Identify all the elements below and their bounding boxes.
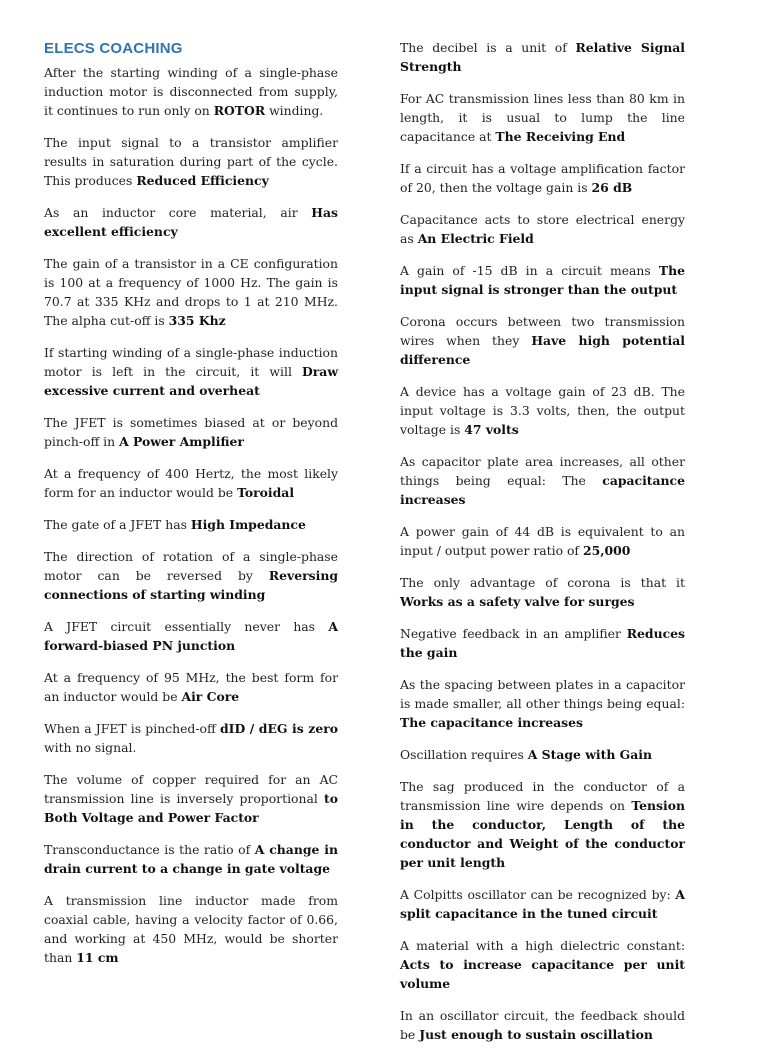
question-text: A material with a high dielectric constant:: [400, 938, 685, 953]
answer-text: 11 cm: [76, 950, 119, 965]
answer-text: capacitance increases: [400, 473, 685, 507]
question-text: A device has a voltage gain of 23 dB. The input voltage is 3.3 volts, then, the output voltage is: [400, 384, 685, 437]
question-item: [400, 522, 685, 560]
answer-text: A Power Amplifier: [119, 434, 244, 449]
answer-text: An Electric Field: [417, 231, 534, 246]
question-item: [44, 133, 338, 190]
question-text: When a JFET is pinched-off: [44, 721, 220, 736]
left-question-list: [44, 63, 338, 967]
question-item: [44, 891, 338, 967]
answer-text: A split capacitance in the tuned circuit: [400, 887, 685, 921]
question-item: [44, 719, 338, 757]
answer-text: Reduced Efficiency: [136, 173, 269, 188]
question-text: Oscillation requires: [400, 747, 528, 762]
question-item: [400, 452, 685, 509]
answer-text: 26 dB: [591, 180, 633, 195]
answer-text: A forward-biased PN junction: [44, 619, 338, 653]
question-text: The gate of a JFET has: [44, 517, 191, 532]
question-text: A JFET circuit essentially never has: [44, 619, 329, 634]
question-item: [44, 63, 338, 120]
question-text: Corona occurs between two transmission wires when they: [400, 314, 685, 348]
question-text: At a frequency of 95 MHz, the best form for an inductor would be: [44, 670, 338, 704]
question-item: [400, 210, 685, 248]
answer-text: 47 volts: [464, 422, 519, 437]
question-text: The JFET is sometimes biased at or beyond pinch-off in: [44, 415, 338, 449]
answer-text: Tension in the conductor, Length of the conductor and Weight of the conductor per unit length: [400, 798, 685, 870]
question-item: [44, 840, 338, 878]
question-item: [44, 254, 338, 330]
question-text: Transconductance is the ratio of: [44, 842, 255, 857]
question-text: The volume of copper required for an AC transmission line is inversely proportional: [44, 772, 338, 806]
question-text: If starting winding of a single-phase induction motor is left in the circuit, it will: [44, 345, 338, 379]
answer-text: 335 Khz: [168, 313, 226, 328]
answer-text: dID / dEG is zero: [219, 721, 338, 736]
question-text: The gain of a transistor in a CE configuration is 100 at a frequency of 1000 Hz. The gain is 70.7 at 335 KHz and drops to 1 at 210 MHz. The alpha cut-off is: [44, 256, 338, 328]
answer-text: Air Core: [181, 689, 240, 704]
question-text: A power gain of 44 dB is equivalent to an input / output power ratio of: [400, 524, 685, 558]
question-item: [44, 203, 338, 241]
question-item: [44, 343, 338, 400]
question-item: [400, 885, 685, 923]
right-column: [400, 38, 685, 1057]
page-title: ELECS COACHING: [44, 40, 183, 57]
question-text: The sag produced in the conductor of a transmission line wire depends on: [400, 779, 685, 813]
question-item: [400, 1006, 685, 1044]
answer-text: 25,000: [582, 543, 631, 558]
question-text: A gain of -15 dB in a circuit means: [400, 263, 659, 278]
question-tail-text: with no signal.: [44, 740, 137, 755]
question-text: Capacitance acts to store electrical energy as: [400, 212, 685, 246]
question-text: Negative feedback in an amplifier: [400, 626, 627, 641]
question-text: If a circuit has a voltage amplification factor of 20, then the voltage gain is: [400, 161, 685, 195]
question-text: As an inductor core material, air: [44, 205, 312, 220]
answer-text: Just enough to sustain oscillation: [419, 1027, 653, 1042]
question-item: [400, 159, 685, 197]
question-item: [400, 936, 685, 993]
question-item: [400, 675, 685, 732]
answer-text: The input signal is stronger than the output: [400, 263, 685, 297]
answer-text: The Receiving End: [495, 129, 626, 144]
answer-text: A Stage with Gain: [527, 747, 652, 762]
answer-text: ROTOR: [213, 103, 266, 118]
answer-text: Have high potential difference: [400, 333, 685, 367]
question-item: [400, 624, 685, 662]
question-text: The direction of rotation of a single-phase motor can be reversed by: [44, 549, 338, 583]
question-item: [44, 547, 338, 604]
answer-text: Reduces the gain: [400, 626, 685, 660]
answer-text: The capacitance increases: [400, 715, 583, 730]
answer-text: High Impedance: [190, 517, 306, 532]
question-item: [44, 464, 338, 502]
answer-text: Draw excessive current and overheat: [44, 364, 338, 398]
question-item: [400, 261, 685, 299]
answer-text: Reversing connections of starting winding: [44, 568, 338, 602]
answer-text: to Both Voltage and Power Factor: [44, 791, 338, 825]
question-item: [400, 382, 685, 439]
question-item: [400, 745, 685, 764]
question-text: The decibel is a unit of: [400, 40, 576, 55]
question-text: In an oscillator circuit, the feedback should be: [400, 1008, 685, 1042]
question-item: [400, 89, 685, 146]
question-text: The only advantage of corona is that it: [400, 575, 685, 590]
question-text: The input signal to a transistor amplifier results in saturation during part of the cycle. This produces: [44, 135, 338, 188]
right-question-list: [400, 38, 685, 1044]
question-text: As the spacing between plates in a capacitor is made smaller, all other things being equal:: [400, 677, 685, 711]
question-text: At a frequency of 400 Hertz, the most likely form for an inductor would be: [44, 466, 338, 500]
question-item: [400, 38, 685, 76]
left-column: [44, 36, 338, 980]
question-text: After the starting winding of a single-phase induction motor is disconnected from supply, it continues to run only on: [44, 65, 338, 118]
question-text: For AC transmission lines less than 80 km in length, it is usual to lump the line capacitance at: [400, 91, 685, 144]
question-item: [400, 312, 685, 369]
question-item: [44, 515, 338, 534]
question-text: A Colpitts oscillator can be recognized by:: [400, 887, 676, 902]
question-item: [44, 617, 338, 655]
question-text: A transmission line inductor made from coaxial cable, having a velocity factor of 0.66, and working at 450 MHz, would be shorter than: [44, 893, 338, 965]
answer-text: Has excellent efficiency: [44, 205, 338, 239]
question-item: [44, 770, 338, 827]
answer-text: A change in drain current to a change in gate voltage: [44, 842, 338, 876]
answer-text: Toroidal: [237, 485, 295, 500]
answer-text: Acts to increase capacitance per unit volume: [400, 957, 685, 991]
question-item: [400, 573, 685, 611]
answer-text: Works as a safety valve for surges: [400, 594, 635, 609]
question-text: As capacitor plate area increases, all other things being equal: The: [400, 454, 685, 488]
answer-text: Relative Signal Strength: [400, 40, 685, 74]
question-item: [44, 668, 338, 706]
question-item: [44, 413, 338, 451]
question-tail-text: winding.: [265, 103, 324, 118]
question-item: [400, 777, 685, 872]
